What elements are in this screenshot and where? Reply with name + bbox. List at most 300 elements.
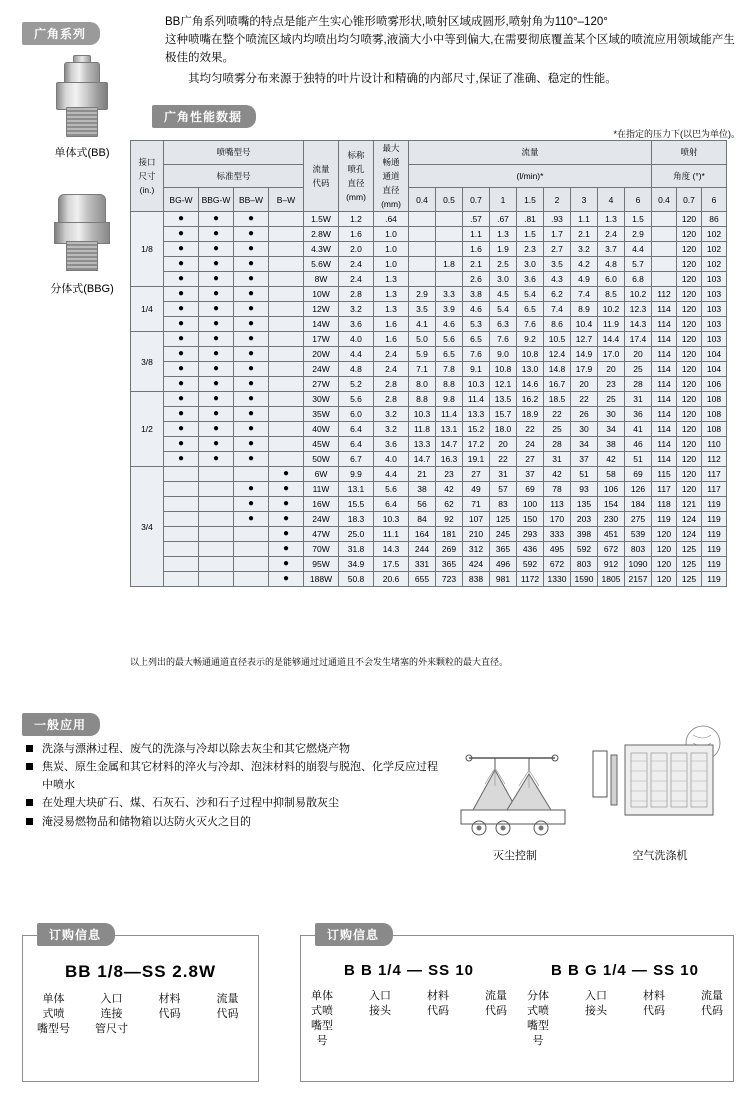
application-item-3: 在处理大块矿石、煤、石灰石、沙和石子过程中抑制易散灰尘 bbox=[26, 794, 446, 812]
cell-model-dot-3: ● bbox=[234, 422, 269, 437]
cell-model-dot-3: ● bbox=[234, 437, 269, 452]
cell-orifice: 15.5 bbox=[339, 497, 374, 512]
cell-flow: 37 bbox=[517, 467, 544, 482]
cell-flow: 1.8 bbox=[436, 257, 463, 272]
cell-angle: 115 bbox=[652, 467, 677, 482]
cell-flow: 333 bbox=[544, 527, 571, 542]
figure-caption-dust: 灭尘控制 bbox=[493, 850, 537, 862]
cell-flow: 125 bbox=[490, 512, 517, 527]
cell-angle: 102 bbox=[702, 227, 727, 242]
cell-model-dot-4 bbox=[269, 257, 304, 272]
header-model-4: B–W bbox=[269, 188, 304, 212]
cell-orifice: 2.4 bbox=[339, 272, 374, 287]
cell-flow: 14.7 bbox=[436, 437, 463, 452]
header-pressure-0.7: 0.7 bbox=[463, 188, 490, 212]
cell-angle: 119 bbox=[702, 542, 727, 557]
cell-flow: 23 bbox=[436, 467, 463, 482]
nozzle-photo-bb bbox=[22, 52, 142, 160]
nozzle-image-bbg bbox=[34, 188, 130, 276]
cell-flow: 13.0 bbox=[517, 362, 544, 377]
cell-model-dot-4 bbox=[269, 242, 304, 257]
cell-flow: 22 bbox=[544, 407, 571, 422]
header-model-group: 喷嘴型号 bbox=[164, 141, 304, 165]
header-model-1: BG-W bbox=[164, 188, 199, 212]
cell-passage: 2.4 bbox=[374, 362, 409, 377]
cell-angle: 119 bbox=[702, 512, 727, 527]
cell-angle: 120 bbox=[677, 257, 702, 272]
cell-model-dot-2: ● bbox=[199, 437, 234, 452]
cell-passage: 4.4 bbox=[374, 467, 409, 482]
legend-1-line2: 式喷 bbox=[42, 1007, 65, 1020]
cell-flow: 31 bbox=[490, 467, 517, 482]
cell-flow: 57 bbox=[490, 482, 517, 497]
cell-flow: 9.2 bbox=[517, 332, 544, 347]
cell-flow: 5.7 bbox=[625, 257, 652, 272]
series-title-label: 广角系列 bbox=[22, 22, 100, 45]
cell-flow: 8.8 bbox=[436, 377, 463, 392]
cell-model-dot-2 bbox=[199, 497, 234, 512]
cell-flow: 107 bbox=[463, 512, 490, 527]
cell-flow: 92 bbox=[436, 512, 463, 527]
cell-angle: 103 bbox=[702, 272, 727, 287]
cell-flow: 42 bbox=[436, 482, 463, 497]
table-row bbox=[131, 362, 727, 377]
cell-flow: 58 bbox=[598, 467, 625, 482]
cell-flow: 210 bbox=[463, 527, 490, 542]
cell-flow: 7.4 bbox=[571, 287, 598, 302]
cell-flow: 84 bbox=[409, 512, 436, 527]
cell-angle: 120 bbox=[652, 527, 677, 542]
cell-flow: 11.8 bbox=[409, 422, 436, 437]
cell-flow: 20 bbox=[625, 347, 652, 362]
cell-angle: 120 bbox=[677, 437, 702, 452]
cell-flow: 723 bbox=[436, 572, 463, 587]
cell-orifice: 4.0 bbox=[339, 332, 374, 347]
header-angle-pressure-0.7: 0.7 bbox=[677, 188, 702, 212]
header-angle-pressure-0.4: 0.4 bbox=[652, 188, 677, 212]
nozzle-thread-shape bbox=[66, 107, 98, 137]
cell-model-dot-3: ● bbox=[234, 497, 269, 512]
cell-flow: 18.0 bbox=[490, 422, 517, 437]
legend-bb-4-line1: 流量 bbox=[485, 990, 507, 1002]
cell-flow: 6.2 bbox=[544, 287, 571, 302]
cell-model-dot-4 bbox=[269, 317, 304, 332]
cell-flow: 28 bbox=[625, 377, 652, 392]
cell-flow: 4.1 bbox=[409, 317, 436, 332]
table-row bbox=[131, 392, 727, 407]
cell-angle: 114 bbox=[652, 332, 677, 347]
header-pressure-2: 2 bbox=[544, 188, 571, 212]
cell-flow: 1330 bbox=[544, 572, 571, 587]
cell-orifice: 2.4 bbox=[339, 257, 374, 272]
cell-flow-code: 6W bbox=[304, 467, 339, 482]
cell-model-dot-2: ● bbox=[199, 317, 234, 332]
cell-orifice: 5.6 bbox=[339, 392, 374, 407]
cell-model-dot-1: ● bbox=[164, 452, 199, 467]
cell-model-dot-1 bbox=[164, 542, 199, 557]
cell-flow bbox=[409, 272, 436, 287]
cell-model-dot-2 bbox=[199, 512, 234, 527]
cell-flow: 10.3 bbox=[463, 377, 490, 392]
perf-title-tag bbox=[152, 105, 256, 128]
cell-flow: 14.4 bbox=[598, 332, 625, 347]
nozzle-label-bb: 单体式(BB) bbox=[54, 147, 110, 159]
performance-table-body bbox=[131, 212, 727, 587]
legend-bb-item-2 bbox=[358, 989, 402, 1048]
cell-orifice: 13.1 bbox=[339, 482, 374, 497]
cell-flow: 2.9 bbox=[625, 227, 652, 242]
air-scrubber-drawing bbox=[585, 725, 735, 840]
cell-flow: 14.8 bbox=[544, 362, 571, 377]
cell-angle: 120 bbox=[652, 542, 677, 557]
cell-model-dot-1: ● bbox=[164, 227, 199, 242]
cell-orifice: 6.7 bbox=[339, 452, 374, 467]
cell-model-dot-2: ● bbox=[199, 377, 234, 392]
header-angle-line1: 喷射 bbox=[680, 147, 698, 158]
cell-flow bbox=[436, 242, 463, 257]
cell-passage: 10.3 bbox=[374, 512, 409, 527]
cell-flow: 12.3 bbox=[625, 302, 652, 317]
cell-flow: 19.1 bbox=[463, 452, 490, 467]
cell-passage: 5.6 bbox=[374, 482, 409, 497]
cell-angle: 114 bbox=[652, 392, 677, 407]
cell-flow: 10.8 bbox=[517, 347, 544, 362]
cell-flow: 8.6 bbox=[544, 317, 571, 332]
cell-size: 1/2 bbox=[131, 392, 164, 467]
ordering-right-half-bb bbox=[301, 936, 517, 1081]
cell-flow: 10.3 bbox=[409, 407, 436, 422]
cell-flow: 27 bbox=[463, 467, 490, 482]
ordering-right-half-bbg bbox=[517, 936, 733, 1081]
cell-flow: 30 bbox=[571, 422, 598, 437]
cell-passage: 1.3 bbox=[374, 302, 409, 317]
cell-orifice: 4.8 bbox=[339, 362, 374, 377]
table-row bbox=[131, 227, 727, 242]
cell-passage: 1.6 bbox=[374, 332, 409, 347]
cell-flow: 17.9 bbox=[571, 362, 598, 377]
legend-bbg-1-line4: 号 bbox=[532, 1034, 544, 1047]
cell-angle: 119 bbox=[702, 527, 727, 542]
cell-angle: 108 bbox=[702, 422, 727, 437]
cell-flow: 1805 bbox=[598, 572, 625, 587]
nozzle-image-bb bbox=[34, 52, 130, 140]
cell-model-dot-1 bbox=[164, 527, 199, 542]
figure-air-scrubber bbox=[585, 725, 735, 863]
legend-4-line2: 代码 bbox=[216, 1007, 239, 1020]
ordering-left-code: BB 1/8—SS 2.8W bbox=[65, 962, 216, 981]
cell-angle: 119 bbox=[702, 572, 727, 587]
header-size bbox=[131, 141, 164, 212]
cell-flow: 34 bbox=[571, 437, 598, 452]
cell-flow: 3.9 bbox=[436, 302, 463, 317]
cell-model-dot-1: ● bbox=[164, 287, 199, 302]
cell-model-dot-2: ● bbox=[199, 242, 234, 257]
header-angle-line2: 角度 bbox=[673, 170, 691, 181]
cell-flow bbox=[409, 257, 436, 272]
cell-model-dot-1: ● bbox=[164, 347, 199, 362]
cell-model-dot-2: ● bbox=[199, 257, 234, 272]
header-angle-line3: (°)* bbox=[692, 170, 705, 181]
cell-model-dot-2: ● bbox=[199, 212, 234, 227]
cell-model-dot-1 bbox=[164, 572, 199, 587]
cell-model-dot-3: ● bbox=[234, 227, 269, 242]
cell-model-dot-3: ● bbox=[234, 272, 269, 287]
cell-flow: 2.5 bbox=[490, 257, 517, 272]
cell-flow: .57 bbox=[463, 212, 490, 227]
cell-model-dot-3: ● bbox=[234, 347, 269, 362]
cell-flow-code: 70W bbox=[304, 542, 339, 557]
cell-flow: 15.2 bbox=[463, 422, 490, 437]
header-pressure-3: 3 bbox=[571, 188, 598, 212]
cell-angle bbox=[652, 257, 677, 272]
table-row bbox=[131, 422, 727, 437]
cell-angle: 106 bbox=[702, 377, 727, 392]
cell-model-dot-2: ● bbox=[199, 227, 234, 242]
cell-orifice: 6.4 bbox=[339, 422, 374, 437]
cell-flow: 12.7 bbox=[571, 332, 598, 347]
cell-flow: 31 bbox=[544, 452, 571, 467]
table-row bbox=[131, 212, 727, 227]
application-item-2: 焦炭、原生金属和其它材料的淬火与冷却、泡沫材料的崩裂与脱泡、化学反应过程中喷水 bbox=[26, 758, 446, 794]
cell-flow: 69 bbox=[625, 467, 652, 482]
header-size-line1: 接口 bbox=[138, 157, 156, 167]
cell-flow: 10.8 bbox=[490, 362, 517, 377]
cell-model-dot-1 bbox=[164, 467, 199, 482]
cell-angle: 103 bbox=[702, 302, 727, 317]
cell-orifice: 1.2 bbox=[339, 212, 374, 227]
cell-flow: 17.4 bbox=[625, 332, 652, 347]
cell-flow-code: 35W bbox=[304, 407, 339, 422]
cell-orifice: 3.2 bbox=[339, 302, 374, 317]
application-item-4: 淹浸易燃物品和储物箱以达防火灭火之目的 bbox=[26, 813, 446, 831]
cell-angle: 117 bbox=[702, 467, 727, 482]
legend-item-1 bbox=[32, 992, 76, 1037]
cell-flow: 16.3 bbox=[436, 452, 463, 467]
legend-2-line2: 连接 bbox=[100, 1007, 123, 1020]
cell-flow: 6.5 bbox=[517, 302, 544, 317]
cell-flow: 436 bbox=[517, 542, 544, 557]
cell-orifice: 31.8 bbox=[339, 542, 374, 557]
cell-model-dot-1: ● bbox=[164, 332, 199, 347]
intro-paragraph-2: 这种喷嘴在整个喷流区域内均喷出均匀喷雾,液滴大小中等到偏大,在需要彻底覆盖某个区域的喷流应用领域能产生极佳的效果。 bbox=[165, 33, 735, 64]
cell-angle: 114 bbox=[652, 437, 677, 452]
cell-angle: 102 bbox=[702, 242, 727, 257]
cell-flow bbox=[409, 227, 436, 242]
cell-angle: 103 bbox=[702, 332, 727, 347]
cell-angle: 124 bbox=[677, 512, 702, 527]
cell-flow: 3.5 bbox=[409, 302, 436, 317]
cell-flow: 27 bbox=[517, 452, 544, 467]
cell-angle: 120 bbox=[677, 377, 702, 392]
cell-flow: 150 bbox=[517, 512, 544, 527]
cell-flow: 5.6 bbox=[436, 332, 463, 347]
cell-flow-code: 17W bbox=[304, 332, 339, 347]
cell-model-dot-3 bbox=[234, 572, 269, 587]
cell-angle: 114 bbox=[652, 302, 677, 317]
cell-model-dot-2: ● bbox=[199, 422, 234, 437]
cell-model-dot-3: ● bbox=[234, 452, 269, 467]
header-passage bbox=[374, 141, 409, 212]
cell-flow: 269 bbox=[436, 542, 463, 557]
cell-passage: 3.6 bbox=[374, 437, 409, 452]
header-model-2: BBG-W bbox=[199, 188, 234, 212]
cell-angle: 125 bbox=[677, 557, 702, 572]
cell-flow: 1.1 bbox=[463, 227, 490, 242]
series-title-tag bbox=[22, 22, 100, 45]
table-row bbox=[131, 257, 727, 272]
header-orifice bbox=[339, 141, 374, 212]
cell-model-dot-4 bbox=[269, 392, 304, 407]
cell-orifice: 50.8 bbox=[339, 572, 374, 587]
cell-flow: 181 bbox=[436, 527, 463, 542]
legend-3-line1: 材料 bbox=[158, 993, 181, 1005]
cell-angle: 112 bbox=[702, 452, 727, 467]
cell-flow: 13.5 bbox=[490, 392, 517, 407]
nozzle-lower-shape bbox=[66, 241, 98, 271]
pressure-note: *在指定的压力下(以巴为单位)。 bbox=[613, 129, 740, 139]
cell-flow: 9.8 bbox=[436, 392, 463, 407]
cell-size: 3/4 bbox=[131, 467, 164, 587]
cell-passage: 17.5 bbox=[374, 557, 409, 572]
cell-angle: 120 bbox=[677, 407, 702, 422]
cell-flow bbox=[436, 272, 463, 287]
ordering-left-title-tag bbox=[37, 923, 115, 946]
cell-size: 1/4 bbox=[131, 287, 164, 332]
dust-control-drawing bbox=[455, 740, 575, 840]
cell-flow: 4.5 bbox=[490, 287, 517, 302]
table-row bbox=[131, 377, 727, 392]
cell-flow: 8.0 bbox=[409, 377, 436, 392]
cell-passage: 1.0 bbox=[374, 242, 409, 257]
cell-model-dot-3: ● bbox=[234, 212, 269, 227]
table-row bbox=[131, 242, 727, 257]
cell-flow: 7.6 bbox=[463, 347, 490, 362]
cell-flow: 5.9 bbox=[409, 347, 436, 362]
cell-flow-code: 11W bbox=[304, 482, 339, 497]
cell-flow: 71 bbox=[463, 497, 490, 512]
legend-bbg-2-line2: 接头 bbox=[585, 1004, 607, 1017]
cell-angle: 114 bbox=[652, 452, 677, 467]
header-flow-unit: (l/min)* bbox=[409, 164, 652, 188]
cell-flow: 6.0 bbox=[598, 272, 625, 287]
cell-flow: 10.2 bbox=[625, 287, 652, 302]
legend-1-line3: 嘴型号 bbox=[37, 1022, 70, 1035]
cell-model-dot-4: ● bbox=[269, 482, 304, 497]
cell-flow: 230 bbox=[598, 512, 625, 527]
cell-model-dot-3: ● bbox=[234, 242, 269, 257]
cell-flow: 25 bbox=[598, 392, 625, 407]
cell-flow: 8.8 bbox=[409, 392, 436, 407]
cell-flow-code: 2.8W bbox=[304, 227, 339, 242]
header-pressure-1.5: 1.5 bbox=[517, 188, 544, 212]
cell-model-dot-1: ● bbox=[164, 422, 199, 437]
cell-model-dot-3: ● bbox=[234, 482, 269, 497]
table-row bbox=[131, 497, 727, 512]
cell-flow: 106 bbox=[598, 482, 625, 497]
header-orifice-line1: 标称 bbox=[347, 150, 365, 160]
legend-bb-1-line4: 号 bbox=[316, 1034, 328, 1047]
header-passage-line3: 通道 bbox=[382, 171, 400, 181]
cell-angle: 102 bbox=[702, 257, 727, 272]
cell-model-dot-4: ● bbox=[269, 467, 304, 482]
cell-angle: 112 bbox=[652, 287, 677, 302]
cell-model-dot-3: ● bbox=[234, 302, 269, 317]
cell-angle: 104 bbox=[702, 362, 727, 377]
legend-bb-1-line3: 嘴型 bbox=[311, 1019, 333, 1032]
cell-flow: .67 bbox=[490, 212, 517, 227]
table-header-row-2 bbox=[131, 164, 727, 188]
cell-flow: 9.1 bbox=[463, 362, 490, 377]
legend-2-line3: 管尺寸 bbox=[95, 1022, 128, 1035]
cell-passage: 1.3 bbox=[374, 272, 409, 287]
cell-model-dot-2: ● bbox=[199, 407, 234, 422]
legend-bb-2-line1: 入口 bbox=[369, 990, 391, 1002]
table-row bbox=[131, 452, 727, 467]
cell-passage: 2.8 bbox=[374, 392, 409, 407]
cell-flow: 13.3 bbox=[463, 407, 490, 422]
cell-flow-code: 45W bbox=[304, 437, 339, 452]
cell-passage: 1.0 bbox=[374, 227, 409, 242]
cell-model-dot-1: ● bbox=[164, 212, 199, 227]
cell-angle: 104 bbox=[702, 347, 727, 362]
cell-model-dot-4 bbox=[269, 437, 304, 452]
cell-flow: 5.4 bbox=[517, 287, 544, 302]
cell-model-dot-2 bbox=[199, 482, 234, 497]
cell-angle: 108 bbox=[702, 392, 727, 407]
cell-flow bbox=[409, 242, 436, 257]
cell-flow: 8.9 bbox=[571, 302, 598, 317]
cell-flow: 2.9 bbox=[409, 287, 436, 302]
cell-angle: 120 bbox=[677, 272, 702, 287]
cell-flow-code: 4.3W bbox=[304, 242, 339, 257]
cell-angle: 120 bbox=[677, 422, 702, 437]
cell-flow bbox=[436, 227, 463, 242]
cell-flow: 5.0 bbox=[409, 332, 436, 347]
cell-angle bbox=[652, 272, 677, 287]
cell-angle: 120 bbox=[677, 392, 702, 407]
cell-flow: 21 bbox=[409, 467, 436, 482]
cell-flow: 803 bbox=[625, 542, 652, 557]
cell-flow: 3.5 bbox=[544, 257, 571, 272]
legend-4-line1: 流量 bbox=[216, 993, 239, 1005]
legend-bb-3-line2: 代码 bbox=[427, 1004, 449, 1017]
cell-passage: 14.3 bbox=[374, 542, 409, 557]
header-flow-code bbox=[304, 141, 339, 212]
legend-bbg-item-4 bbox=[690, 989, 734, 1048]
cell-passage: 2.8 bbox=[374, 377, 409, 392]
cell-angle: 108 bbox=[702, 407, 727, 422]
cell-flow-code: 14W bbox=[304, 317, 339, 332]
intro-paragraph-3: 其均匀喷雾分布来源于独特的叶片设计和精确的内部尺寸,保证了准确、稳定的性能。 bbox=[188, 73, 617, 86]
cell-flow-code: 27W bbox=[304, 377, 339, 392]
cell-flow: 7.6 bbox=[490, 332, 517, 347]
table-header-row-3 bbox=[131, 188, 727, 212]
cell-flow: 1590 bbox=[571, 572, 598, 587]
table-row bbox=[131, 272, 727, 287]
cell-angle bbox=[652, 212, 677, 227]
cell-model-dot-2 bbox=[199, 572, 234, 587]
cell-angle: 114 bbox=[652, 407, 677, 422]
cell-angle bbox=[652, 227, 677, 242]
cell-model-dot-4: ● bbox=[269, 512, 304, 527]
applications-list bbox=[26, 740, 446, 831]
cell-flow: 539 bbox=[625, 527, 652, 542]
performance-table-wrap bbox=[130, 140, 727, 587]
intro-paragraph-1: BB广角系列喷嘴的特点是能产生实心锥形喷雾形状,喷射区域成圆形,喷射角为110°–120° bbox=[165, 16, 608, 28]
cell-flow: 275 bbox=[625, 512, 652, 527]
cell-flow: 6.5 bbox=[463, 332, 490, 347]
cell-flow: 803 bbox=[571, 557, 598, 572]
